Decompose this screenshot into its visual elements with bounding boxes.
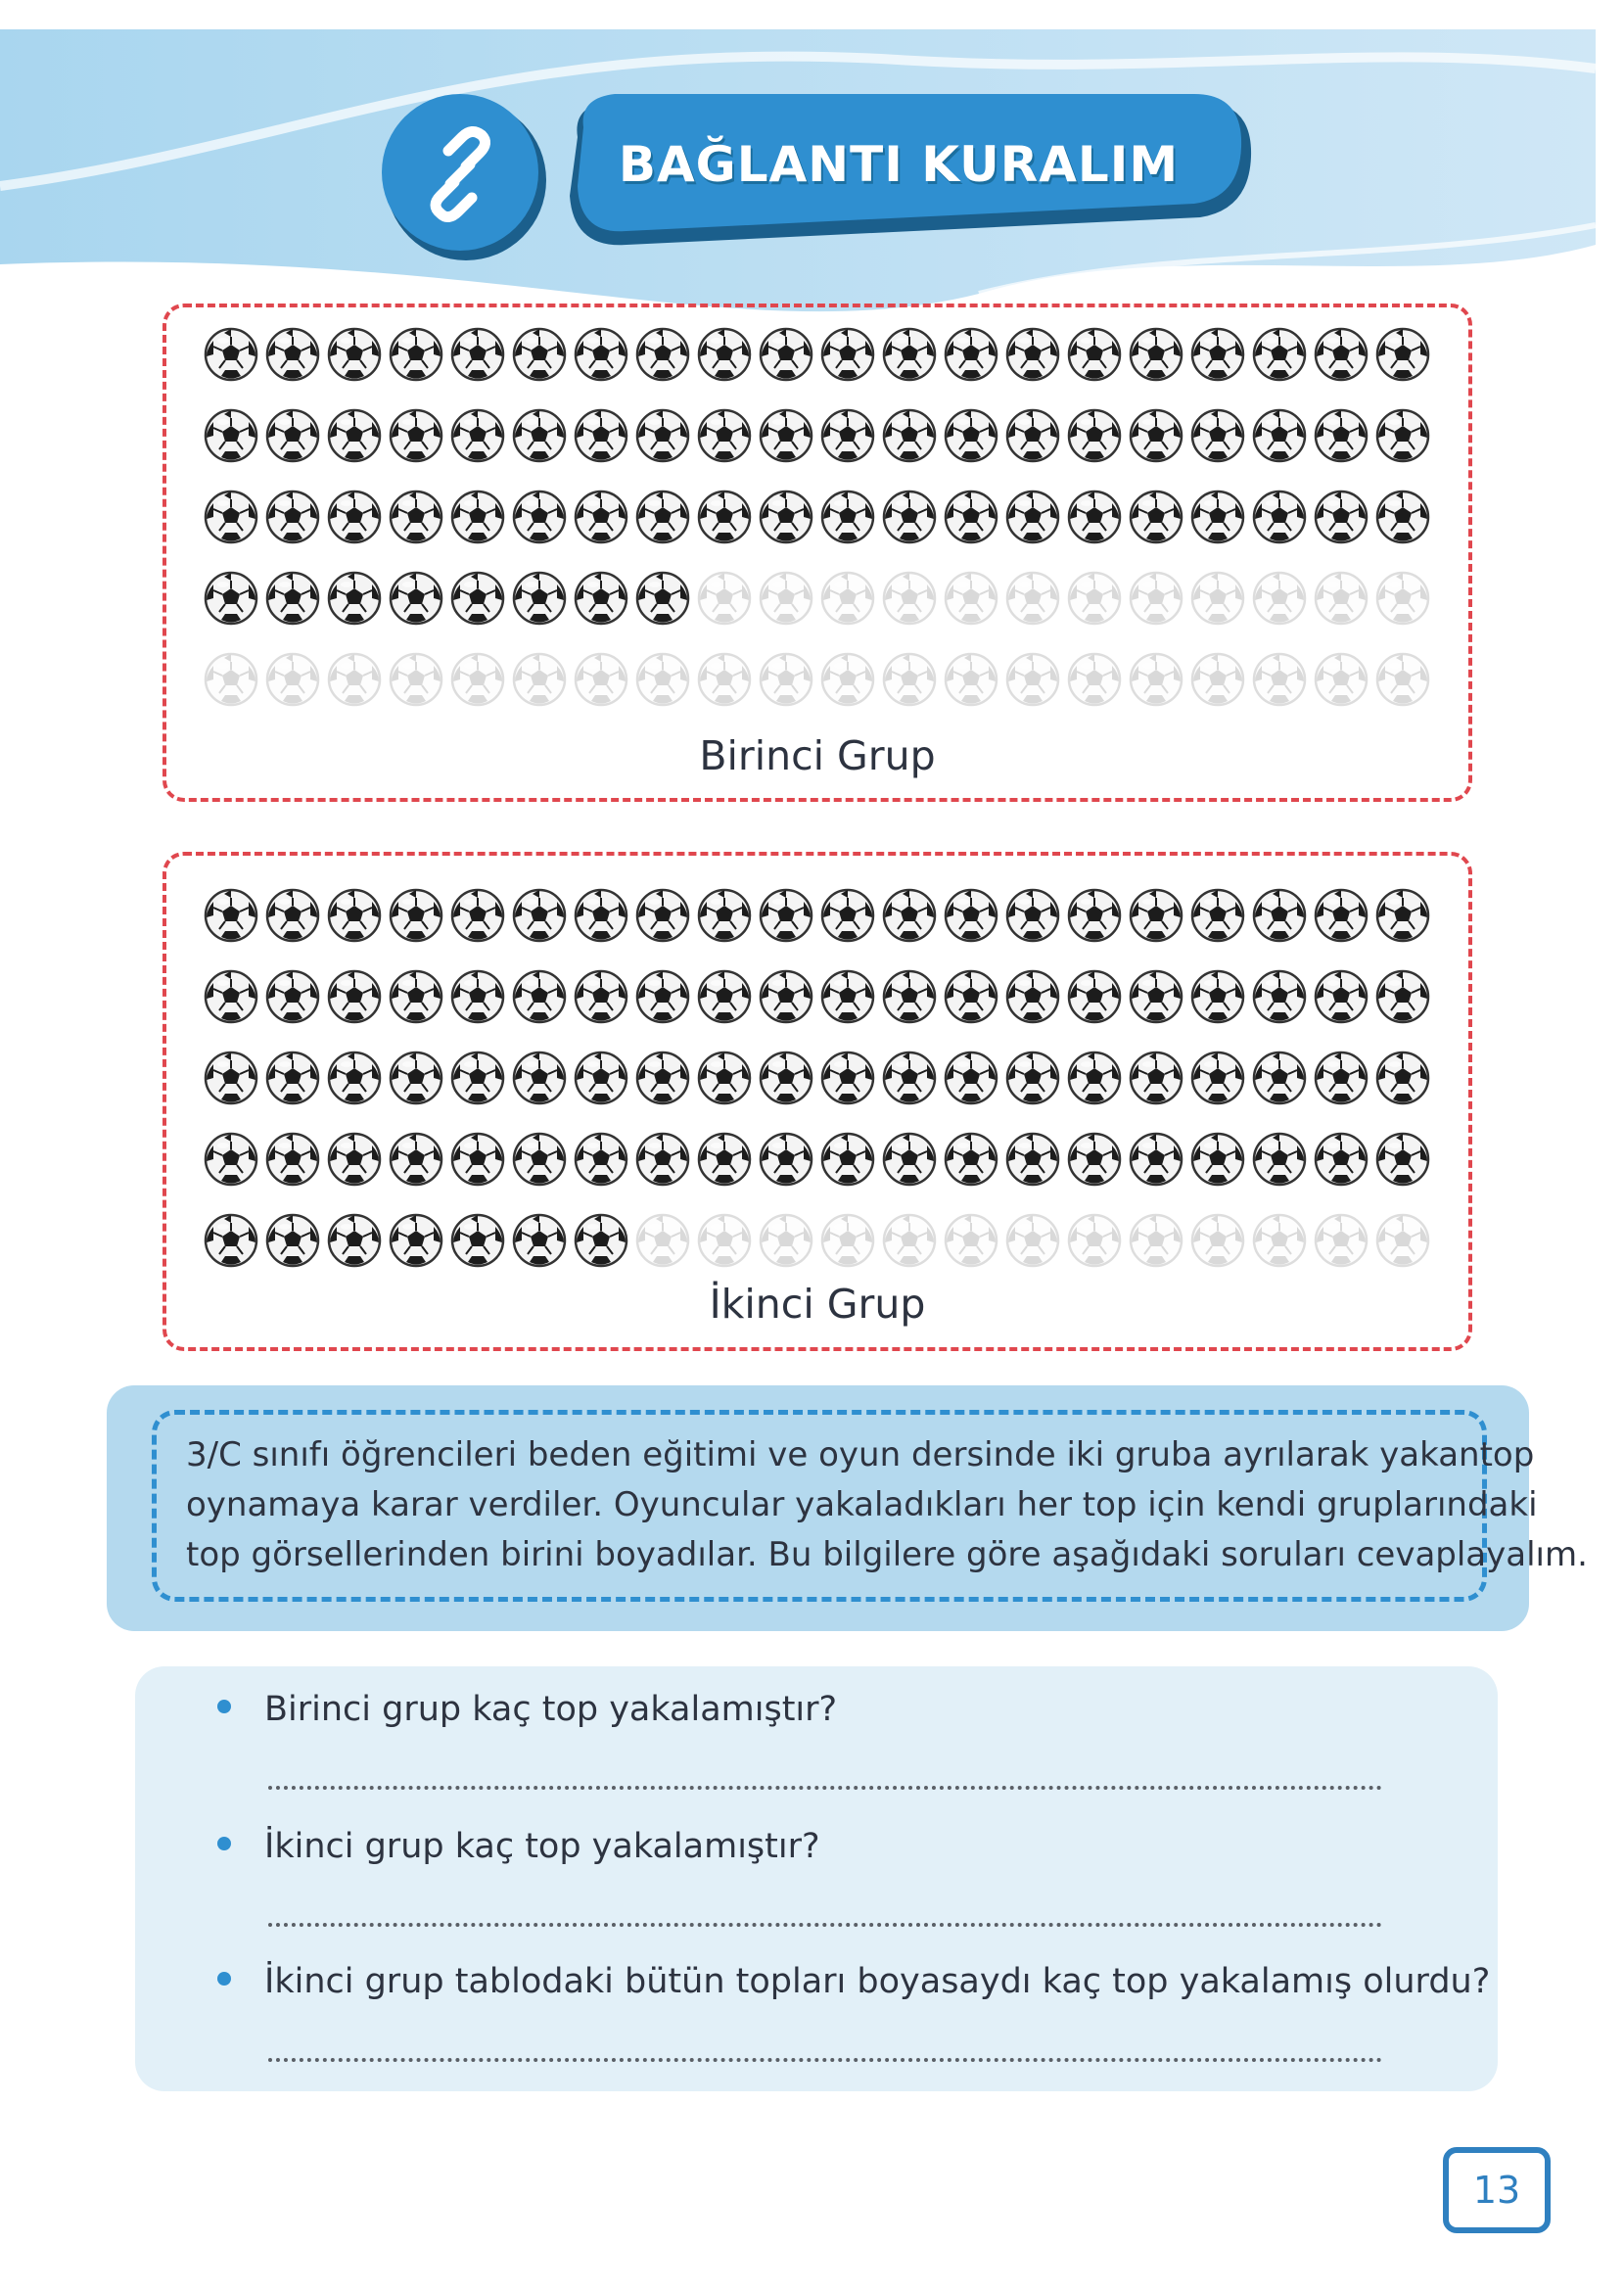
group-two-label: İkinci Grup (709, 1281, 926, 1328)
painted-ball-icon (265, 1051, 320, 1105)
empty-ball-icon (944, 652, 998, 707)
empty-ball-icon (759, 1213, 813, 1268)
empty-ball-icon (512, 652, 567, 707)
question-text: İkinci grup kaç top yakalamıştır? (264, 1827, 820, 1866)
painted-ball-icon (1129, 969, 1183, 1024)
painted-ball-icon (574, 1051, 628, 1105)
painted-ball-icon (204, 327, 258, 382)
painted-ball-icon (574, 1213, 628, 1268)
empty-ball-icon (1067, 1213, 1122, 1268)
painted-ball-icon (1252, 327, 1307, 382)
empty-ball-icon (1067, 571, 1122, 626)
painted-ball-icon (1190, 969, 1245, 1024)
painted-ball-icon (512, 1132, 567, 1187)
painted-ball-icon (327, 490, 382, 544)
painted-ball-icon (759, 327, 813, 382)
painted-ball-icon (1005, 327, 1060, 382)
painted-ball-icon (1252, 1132, 1307, 1187)
painted-ball-icon (450, 1051, 505, 1105)
painted-ball-icon (327, 1051, 382, 1105)
empty-ball-icon (1375, 652, 1430, 707)
painted-ball-icon (204, 888, 258, 943)
empty-ball-icon (1314, 571, 1369, 626)
story-line: 3/C sınıfı öğrencileri beden eğitimi ve oyun dersinde iki gruba ayrılarak yakantop (186, 1435, 1535, 1474)
painted-ball-icon (265, 1213, 320, 1268)
questions-box (135, 1666, 1498, 2091)
painted-ball-icon (1252, 490, 1307, 544)
empty-ball-icon (697, 1213, 752, 1268)
empty-ball-icon (1375, 571, 1430, 626)
painted-ball-icon (820, 490, 875, 544)
painted-ball-icon (265, 490, 320, 544)
painted-ball-icon (265, 969, 320, 1024)
painted-ball-icon (1190, 490, 1245, 544)
painted-ball-icon (450, 408, 505, 463)
question-1 (217, 1690, 837, 1729)
painted-ball-icon (635, 408, 690, 463)
painted-ball-icon (450, 327, 505, 382)
painted-ball-icon (327, 1213, 382, 1268)
painted-ball-icon (1067, 327, 1122, 382)
painted-ball-icon (512, 1213, 567, 1268)
empty-ball-icon (635, 1213, 690, 1268)
painted-ball-icon (882, 1132, 937, 1187)
empty-ball-icon (697, 652, 752, 707)
empty-ball-icon (882, 652, 937, 707)
empty-ball-icon (944, 1213, 998, 1268)
painted-ball-icon (512, 490, 567, 544)
empty-ball-icon (1005, 652, 1060, 707)
painted-ball-icon (574, 327, 628, 382)
painted-ball-icon (1067, 1051, 1122, 1105)
group-one-panel (162, 304, 1472, 802)
painted-ball-icon (327, 571, 382, 626)
painted-ball-icon (1190, 327, 1245, 382)
painted-ball-icon (697, 1132, 752, 1187)
bullet-icon (217, 1972, 231, 1986)
empty-ball-icon (1129, 571, 1183, 626)
painted-ball-icon (204, 571, 258, 626)
painted-ball-icon (820, 888, 875, 943)
painted-ball-icon (327, 1132, 382, 1187)
empty-ball-icon (944, 571, 998, 626)
painted-ball-icon (944, 408, 998, 463)
empty-ball-icon (1190, 1213, 1245, 1268)
painted-ball-icon (759, 1051, 813, 1105)
painted-ball-icon (512, 1051, 567, 1105)
painted-ball-icon (944, 969, 998, 1024)
painted-ball-icon (697, 408, 752, 463)
page-title: BAĞLANTI KURALIM (618, 136, 1180, 193)
painted-ball-icon (389, 408, 443, 463)
painted-ball-icon (204, 1213, 258, 1268)
empty-ball-icon (1005, 571, 1060, 626)
painted-ball-icon (265, 571, 320, 626)
empty-ball-icon (450, 652, 505, 707)
painted-ball-icon (820, 1132, 875, 1187)
painted-ball-icon (1129, 408, 1183, 463)
group-one-label: Birinci Grup (699, 732, 936, 779)
painted-ball-icon (635, 490, 690, 544)
group-two-panel (162, 852, 1472, 1351)
painted-ball-icon (574, 969, 628, 1024)
painted-ball-icon (759, 408, 813, 463)
painted-ball-icon (389, 1132, 443, 1187)
painted-ball-icon (1375, 969, 1430, 1024)
painted-ball-icon (944, 1132, 998, 1187)
painted-ball-icon (944, 490, 998, 544)
painted-ball-icon (1252, 888, 1307, 943)
painted-ball-icon (1314, 1051, 1369, 1105)
painted-ball-icon (512, 327, 567, 382)
painted-ball-icon (944, 327, 998, 382)
empty-ball-icon (882, 571, 937, 626)
painted-ball-icon (1314, 327, 1369, 382)
painted-ball-icon (389, 571, 443, 626)
painted-ball-icon (1314, 408, 1369, 463)
painted-ball-icon (512, 571, 567, 626)
empty-ball-icon (820, 652, 875, 707)
painted-ball-icon (1005, 490, 1060, 544)
empty-ball-icon (635, 652, 690, 707)
painted-ball-icon (327, 408, 382, 463)
painted-ball-icon (820, 969, 875, 1024)
painted-ball-icon (759, 1132, 813, 1187)
empty-ball-icon (1252, 571, 1307, 626)
empty-ball-icon (204, 652, 258, 707)
story-box (107, 1385, 1588, 1631)
painted-ball-icon (1067, 490, 1122, 544)
painted-ball-icon (882, 1051, 937, 1105)
empty-ball-icon (265, 652, 320, 707)
painted-ball-icon (450, 1213, 505, 1268)
bullet-icon (217, 1700, 231, 1713)
painted-ball-icon (327, 969, 382, 1024)
ball-grid-group-two (204, 888, 1430, 1268)
painted-ball-icon (697, 1051, 752, 1105)
painted-ball-icon (389, 1213, 443, 1268)
painted-ball-icon (1252, 1051, 1307, 1105)
empty-ball-icon (1252, 652, 1307, 707)
painted-ball-icon (265, 1132, 320, 1187)
painted-ball-icon (635, 571, 690, 626)
painted-ball-icon (1129, 1132, 1183, 1187)
painted-ball-icon (882, 327, 937, 382)
empty-ball-icon (574, 652, 628, 707)
painted-ball-icon (389, 490, 443, 544)
painted-ball-icon (265, 888, 320, 943)
painted-ball-icon (820, 408, 875, 463)
painted-ball-icon (635, 327, 690, 382)
empty-ball-icon (1129, 652, 1183, 707)
empty-ball-icon (882, 1213, 937, 1268)
painted-ball-icon (389, 888, 443, 943)
empty-ball-icon (1252, 1213, 1307, 1268)
painted-ball-icon (1067, 888, 1122, 943)
painted-ball-icon (1005, 1051, 1060, 1105)
painted-ball-icon (204, 969, 258, 1024)
question-text: Birinci grup kaç top yakalamıştır? (264, 1690, 838, 1729)
painted-ball-icon (1314, 888, 1369, 943)
painted-ball-icon (820, 1051, 875, 1105)
painted-ball-icon (1190, 1051, 1245, 1105)
painted-ball-icon (574, 888, 628, 943)
link-icon (411, 125, 509, 223)
painted-ball-icon (635, 969, 690, 1024)
painted-ball-icon (635, 1132, 690, 1187)
empty-ball-icon (1129, 1213, 1183, 1268)
painted-ball-icon (574, 408, 628, 463)
painted-ball-icon (1190, 408, 1245, 463)
painted-ball-icon (1005, 408, 1060, 463)
painted-ball-icon (512, 408, 567, 463)
painted-ball-icon (265, 408, 320, 463)
painted-ball-icon (1067, 1132, 1122, 1187)
painted-ball-icon (389, 1051, 443, 1105)
painted-ball-icon (327, 888, 382, 943)
painted-ball-icon (389, 327, 443, 382)
painted-ball-icon (759, 490, 813, 544)
painted-ball-icon (944, 1051, 998, 1105)
painted-ball-icon (1252, 969, 1307, 1024)
painted-ball-icon (1375, 327, 1430, 382)
painted-ball-icon (1129, 490, 1183, 544)
empty-ball-icon (389, 652, 443, 707)
painted-ball-icon (1375, 1132, 1430, 1187)
painted-ball-icon (882, 490, 937, 544)
empty-ball-icon (820, 571, 875, 626)
empty-ball-icon (759, 571, 813, 626)
painted-ball-icon (759, 888, 813, 943)
painted-ball-icon (635, 1051, 690, 1105)
painted-ball-icon (512, 888, 567, 943)
answer-line-1[interactable] (268, 1786, 1382, 1790)
painted-ball-icon (1190, 1132, 1245, 1187)
painted-ball-icon (265, 327, 320, 382)
answer-line-3[interactable] (268, 2058, 1382, 2062)
painted-ball-icon (944, 888, 998, 943)
painted-ball-icon (450, 888, 505, 943)
story-line: oynamaya karar verdiler. Oyuncular yakaladıkları her top için kendi gruplarındaki (186, 1485, 1538, 1524)
empty-ball-icon (1005, 1213, 1060, 1268)
painted-ball-icon (1252, 408, 1307, 463)
painted-ball-icon (327, 327, 382, 382)
empty-ball-icon (1314, 1213, 1369, 1268)
empty-ball-icon (1067, 652, 1122, 707)
painted-ball-icon (204, 1051, 258, 1105)
painted-ball-icon (1005, 1132, 1060, 1187)
page-number: 13 (1443, 2147, 1551, 2233)
painted-ball-icon (1375, 1051, 1430, 1105)
empty-ball-icon (820, 1213, 875, 1268)
painted-ball-icon (697, 888, 752, 943)
painted-ball-icon (820, 327, 875, 382)
painted-ball-icon (635, 888, 690, 943)
painted-ball-icon (1314, 969, 1369, 1024)
painted-ball-icon (697, 969, 752, 1024)
painted-ball-icon (1375, 490, 1430, 544)
painted-ball-icon (574, 1132, 628, 1187)
painted-ball-icon (1067, 408, 1122, 463)
question-3 (217, 1962, 1490, 2001)
painted-ball-icon (1314, 1132, 1369, 1187)
painted-ball-icon (759, 969, 813, 1024)
painted-ball-icon (512, 969, 567, 1024)
painted-ball-icon (1375, 408, 1430, 463)
painted-ball-icon (1005, 969, 1060, 1024)
painted-ball-icon (1129, 1051, 1183, 1105)
question-2 (217, 1827, 820, 1866)
empty-ball-icon (697, 571, 752, 626)
painted-ball-icon (204, 490, 258, 544)
painted-ball-icon (1375, 888, 1430, 943)
empty-ball-icon (327, 652, 382, 707)
painted-ball-icon (450, 1132, 505, 1187)
painted-ball-icon (1067, 969, 1122, 1024)
answer-line-2[interactable] (268, 1923, 1382, 1927)
empty-ball-icon (1314, 652, 1369, 707)
painted-ball-icon (450, 571, 505, 626)
bullet-icon (217, 1837, 231, 1850)
painted-ball-icon (882, 408, 937, 463)
story-line: top görsellerinden birini boyadılar. Bu bilgilere göre aşağıdaki soruları cevaplayalım. (186, 1535, 1588, 1574)
painted-ball-icon (204, 408, 258, 463)
empty-ball-icon (759, 652, 813, 707)
painted-ball-icon (204, 1132, 258, 1187)
painted-ball-icon (1314, 490, 1369, 544)
question-text: İkinci grup tablodaki bütün topları boyasaydı kaç top yakalamış olurdu? (264, 1962, 1491, 2001)
painted-ball-icon (882, 888, 937, 943)
painted-ball-icon (450, 490, 505, 544)
empty-ball-icon (1375, 1213, 1430, 1268)
painted-ball-icon (450, 969, 505, 1024)
painted-ball-icon (1190, 888, 1245, 943)
painted-ball-icon (574, 571, 628, 626)
empty-ball-icon (1190, 652, 1245, 707)
painted-ball-icon (882, 969, 937, 1024)
painted-ball-icon (697, 327, 752, 382)
painted-ball-icon (1005, 888, 1060, 943)
painted-ball-icon (574, 490, 628, 544)
story-text (152, 1410, 1588, 1602)
empty-ball-icon (1190, 571, 1245, 626)
painted-ball-icon (389, 969, 443, 1024)
painted-ball-icon (697, 490, 752, 544)
painted-ball-icon (1129, 327, 1183, 382)
ball-grid-group-one (204, 327, 1430, 707)
painted-ball-icon (1129, 888, 1183, 943)
